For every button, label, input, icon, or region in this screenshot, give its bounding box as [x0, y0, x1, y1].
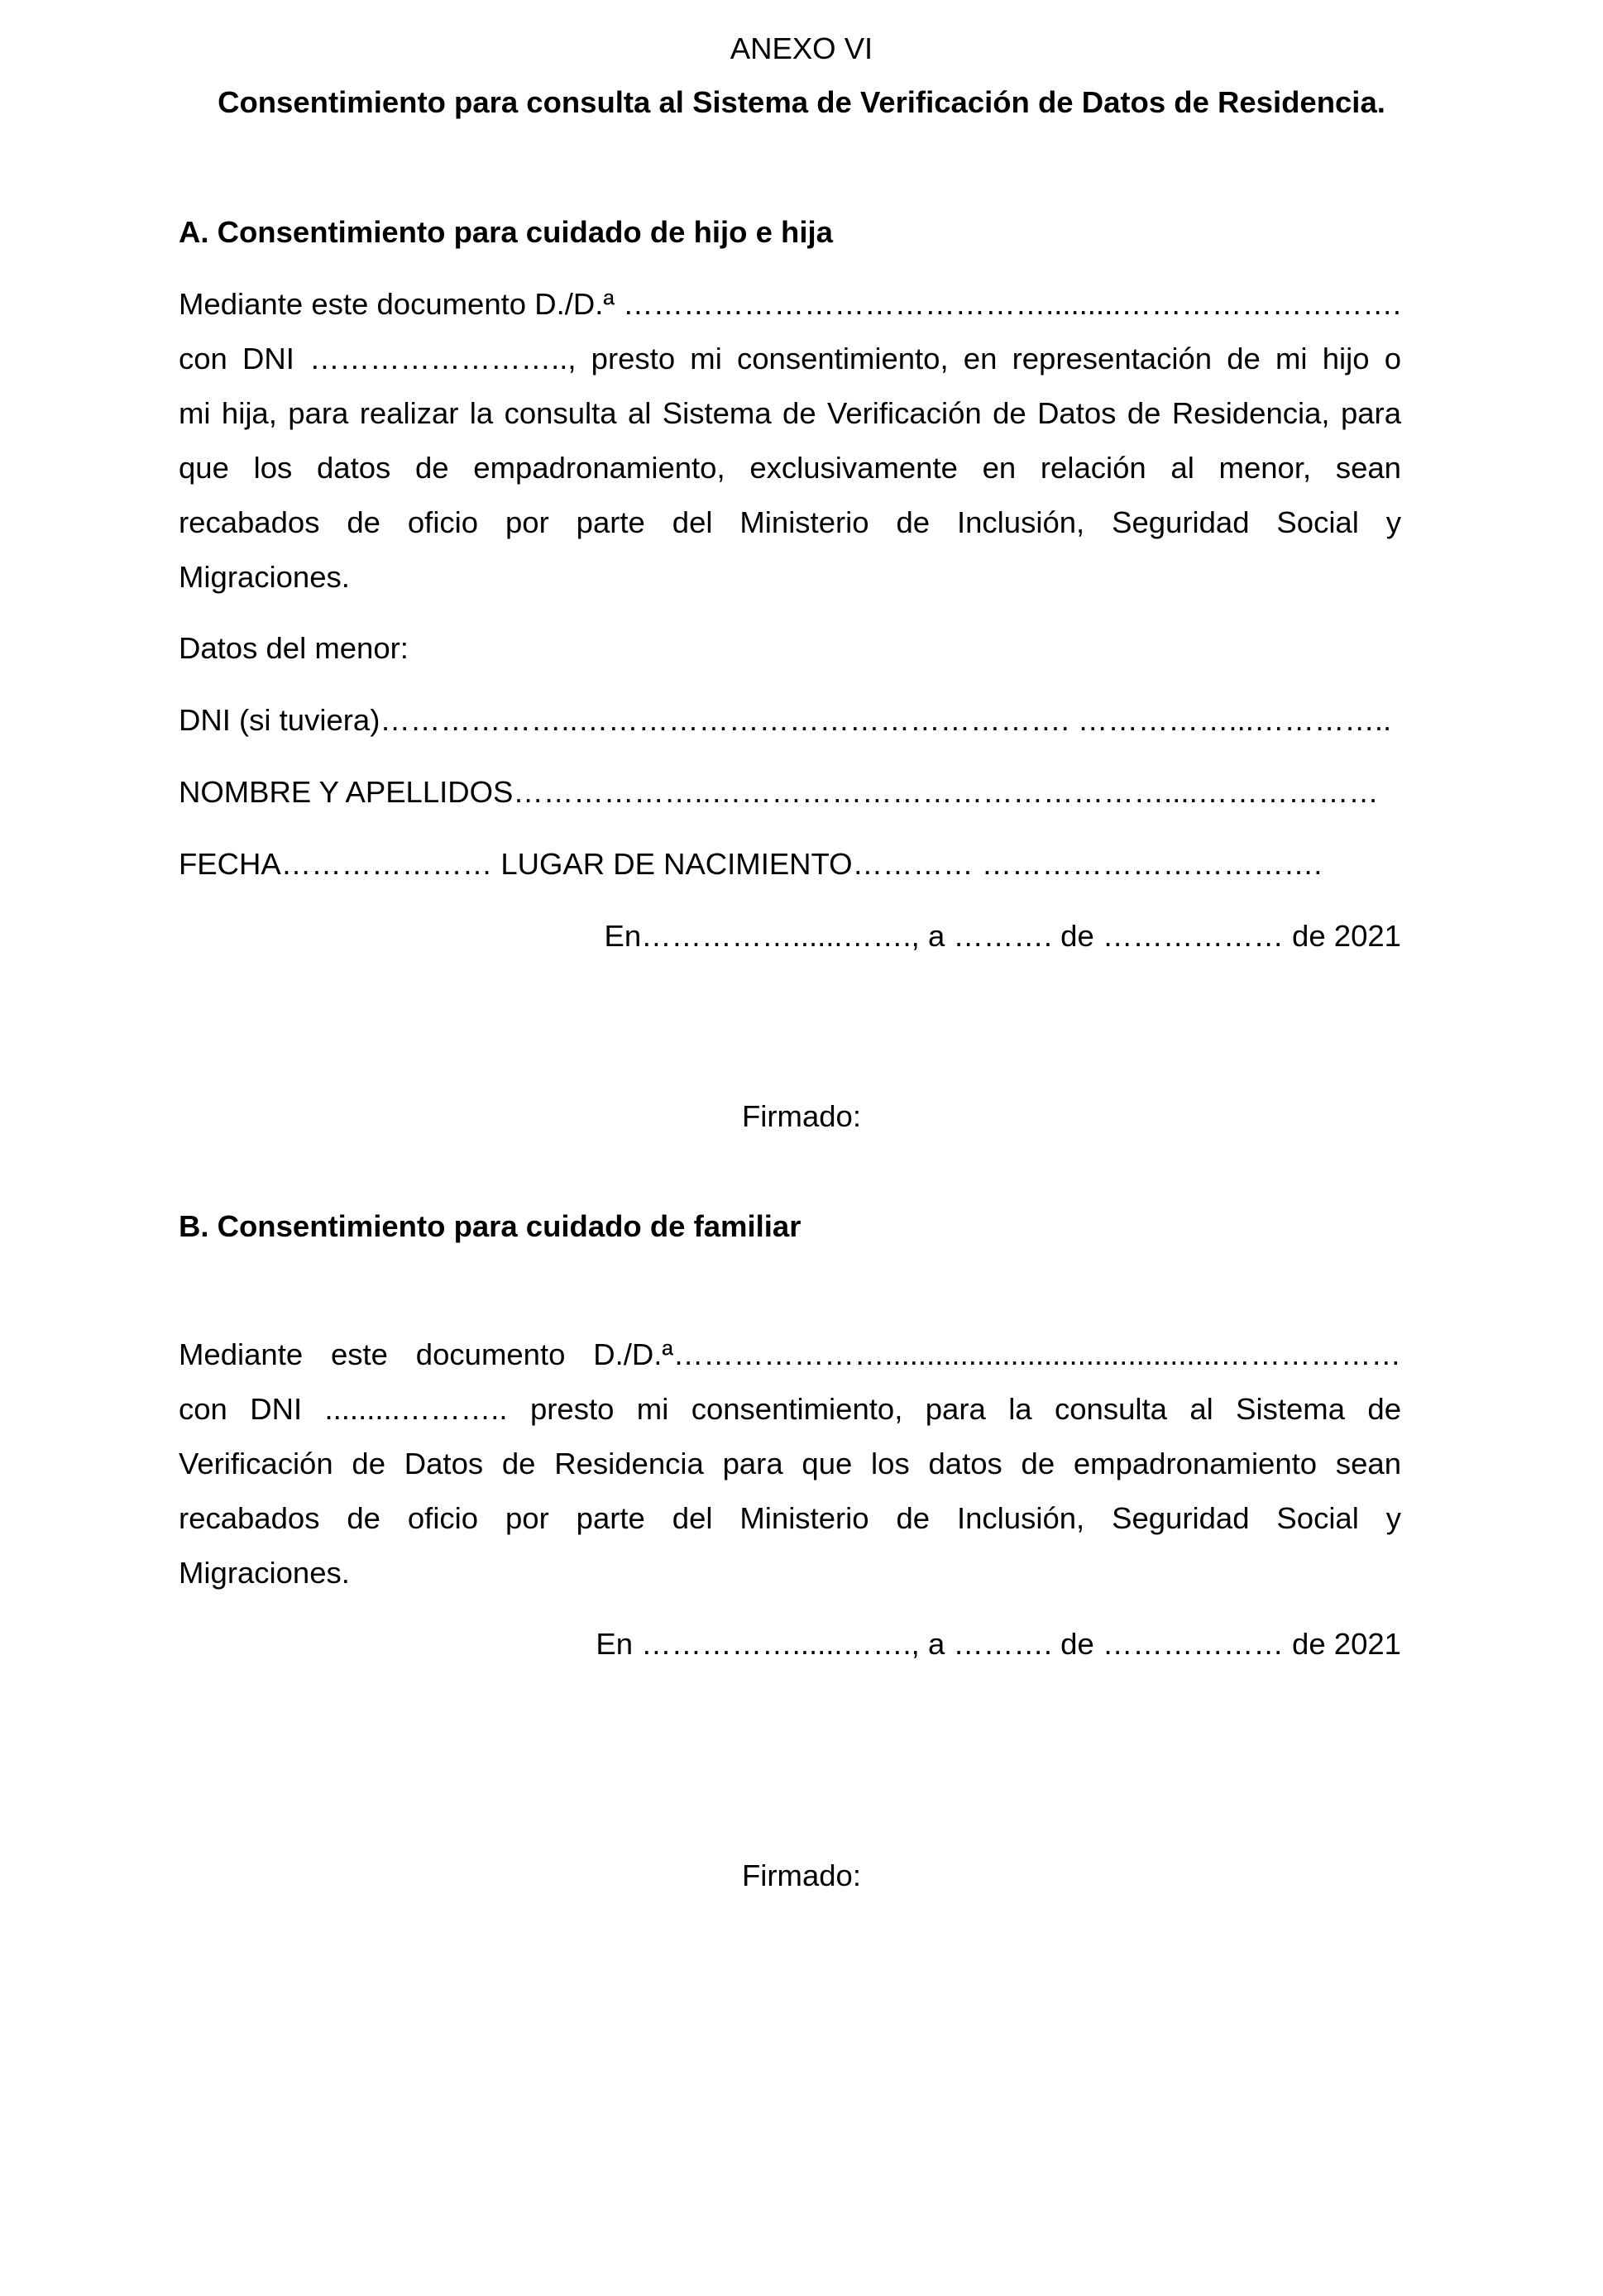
section-a-line-5: recabados de oficio por parte del Ministerio de Inclusión, Seguridad Social y: [179, 505, 1401, 539]
section-b-line-1: Mediante este documento D./D.ª…………………........................................………………: [179, 1337, 1401, 1371]
section-a-line-1: Mediante este documento D./D.ª …………………………………….........……………………….: [179, 287, 1401, 321]
section-b-signed-label: Firmado:: [741, 1858, 861, 1892]
section-b-line-2: con DNI .........……….. presto mi consentimiento, para la consulta al Sistema de: [179, 1392, 1401, 1426]
minor-birth-field: FECHA………………… LUGAR DE NACIMIENTO………… …………………………….: [179, 847, 1323, 881]
section-a-signed-label: Firmado:: [741, 1099, 861, 1133]
section-a-heading: A. Consentimiento para cuidado de hijo e hija: [179, 215, 833, 249]
minor-dni-field: DNI (si tuviera)………………..…………………………………………. ……………...…………..: [179, 703, 1392, 737]
section-b-line-4: recabados de oficio por parte del Ministerio de Inclusión, Seguridad Social y: [179, 1501, 1401, 1535]
section-b-heading: B. Consentimiento para cuidado de familiar: [179, 1209, 802, 1243]
section-a-line-4: que los datos de empadronamiento, exclusivamente en relación al menor, sean: [179, 451, 1401, 485]
section-a-line-3: mi hija, para realizar la consulta al Sistema de Verificación de Datos de Residencia, para: [179, 396, 1401, 430]
minor-name-field: NOMBRE Y APELLIDOS………………..………………………………………....………………: [179, 775, 1379, 809]
section-b-line-3: Verificación de Datos de Residencia para que los datos de empadronamiento sean: [179, 1447, 1401, 1480]
section-b-line-5: Migraciones.: [179, 1556, 350, 1590]
document-title: Consentimiento para consulta al Sistema de Verificación de Datos de Residencia.: [218, 85, 1385, 119]
minor-data-label: Datos del menor:: [179, 631, 409, 665]
section-b-place-date: En ……………......……., a ………. de ……………… de 2021: [596, 1627, 1401, 1661]
section-a-line-2: con DNI …………………….., presto mi consentimiento, en representación de mi hijo o: [179, 342, 1401, 375]
section-a-line-6: Migraciones.: [179, 560, 350, 594]
section-a-place-date: En……………......……., a ………. de ……………… de 2021: [604, 919, 1401, 953]
annex-title: ANEXO VI: [730, 31, 873, 65]
